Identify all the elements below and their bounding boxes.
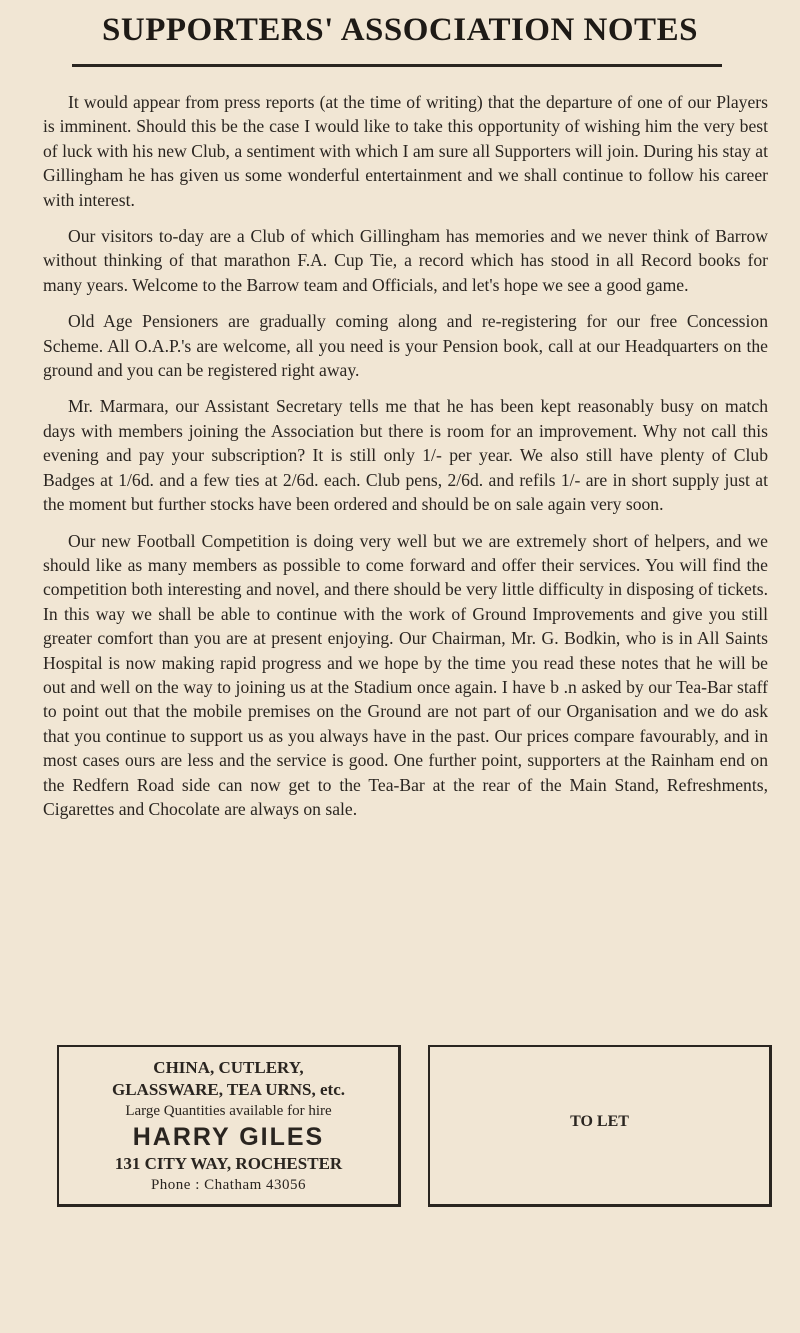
advert-harry-giles [57,1045,401,1207]
to-let-label: TO LET [570,1113,629,1130]
title-underline [72,64,722,67]
paragraph-player-departure: It would appear from press reports (at the time of writing) that the departure of one of our Players is imminent. Should this be the case I would like to take this opportunity of wishing him the very best of luck with his new Club, a sentiment with which I am sure all Supporters will join. During his stay at Gillingham he has given us some wonderful entertainment and we shall continue to follow his career with interest. [43,92,768,210]
advert-line-hire: Large Quantities available for hire [125,1103,332,1119]
paragraph-visitors-barrow: Our visitors to-day are a Club of which Gillingham has memories and we never think of Barrow without thinking of that marathon F.A. Cup Tie, a record which has stood in all Record books for many years. Welcome to the Barrow team and Officials, and let's hope we see a good game. [43,226,768,295]
page-title: SUPPORTERS' ASSOCIATION NOTES [102,12,698,48]
paragraph-football-competition: Our new Football Competition is doing very well but we are extremely short of helpers, and we should like as many members as possible to come forward and offer their services. You will find the competition both interesting and novel, and there should be very little difficulty in disposing of tickets. In this way we shall be able to continue with the work of Ground Improvements and give you still greater comfort than you are at present enjoying. Our Chairman, Mr. G. Bodkin, who is in All Saints Hospital is now making rapid progress and we hope by the time you read these notes that he will be out and well on the way to joining us at the Stadium once again. I have b .n asked by our Tea-Bar staff to point out that the mobile premises on the Ground are not part of our Organisation and we do ask that you continue to support us as you always have in the past. Our prices compare favourably, and in most cases ours are less and the service is good. One further point, supporters at the Rainham end on the Redfern Road side can now get to the Tea-Bar at the rear of the Main Stand, Refreshments, Cigarettes and Chocolate are always on sale. [43,530,768,819]
advert-to-let [428,1045,772,1207]
advert-phone: Phone : Chatham 43056 [150,1177,307,1193]
advert-address: 131 CITY WAY, ROCHESTER [114,1154,343,1173]
advert-line-china: CHINA, CUTLERY, [153,1058,304,1077]
article-body [43,90,768,833]
advert-line-glassware: GLASSWARE, TEA URNS, etc. [111,1080,345,1099]
advert-business-name: HARRY GILES [132,1123,325,1151]
paragraph-pensioners: Old Age Pensioners are gradually coming along and re-registering for our free Concession Scheme. All O.A.P.'s are welcome, all you need is your Pension book, call at our Headquarters on the ground and you can be registered right away. [43,311,768,381]
paragraph-membership: Mr. Marmara, our Assistant Secretary tells me that he has been kept reasonably busy on match days with members joining the Association but there is room for an improvement. Why not call this evening and pay your subscription? It is still only 1/- per year. We also still have plenty of Club Badges at 1/6d. and a few ties at 2/6d. each. Club pens, 2/6d. and refils 1/- are in short supply just at the moment but further stocks have been ordered and should be on sale again very soon. [43,396,768,515]
